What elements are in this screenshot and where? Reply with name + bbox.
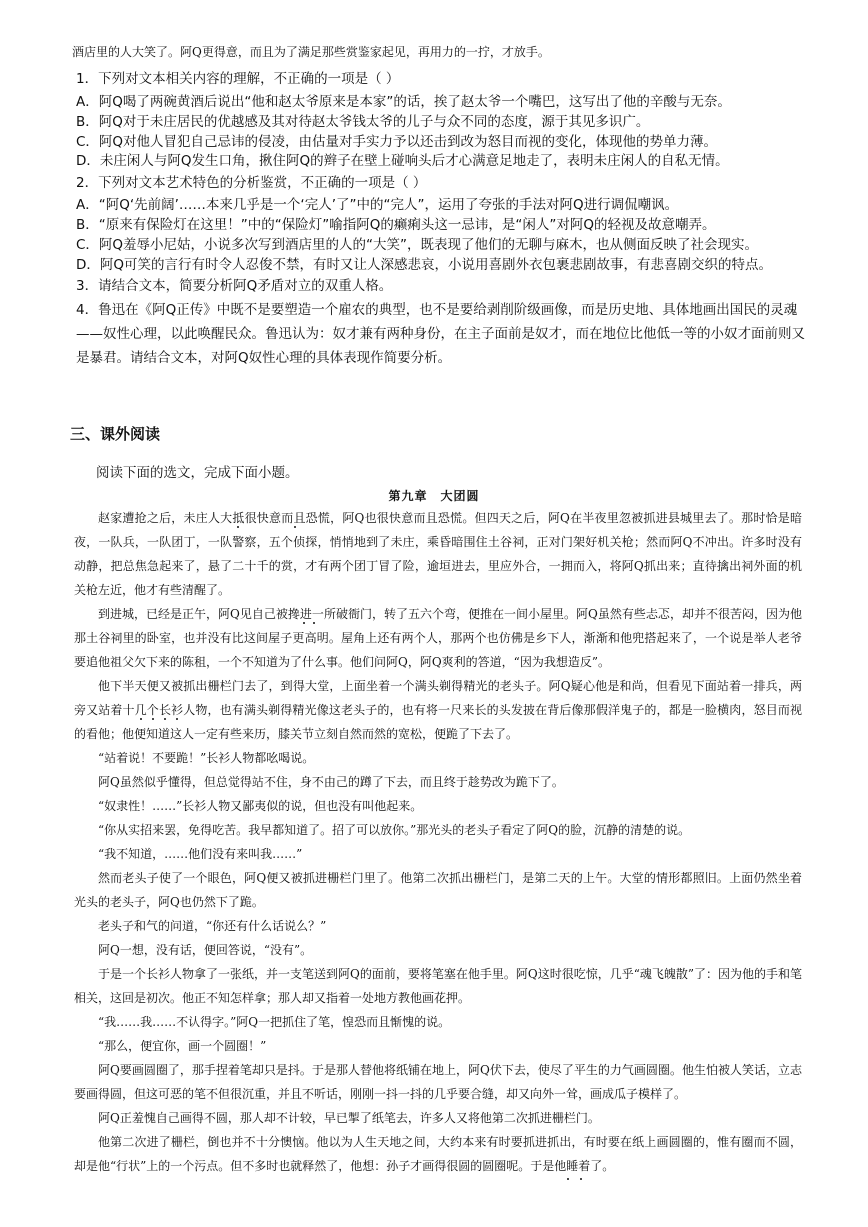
chapter-title: 第九章 大团圆 [388, 489, 480, 503]
paragraph: 赵家遭抢之后，未庄人大抵很快意而且恐慌，阿Q也很快意而且恐慌。但四天之后，阿Q在半夜里忽被抓进县城里去了。那时恰是暗夜，一队兵，一队团丁，一队警察，五个侦探，悄悄地到了未庄，乘昏暗围住土谷祠，正对门架好机关枪；然而阿Q不冲出。许多时没有动静，把总焦急起来了，悬了二十千的赏，才有两个团丁冒了险，逾垣进去，里应外合，一拥而入，将阿Q抓出来；直待擒出祠外面的机关枪左近，他才有些清醒了。 [74, 511, 802, 597]
emphasis-dot [237, 526, 239, 528]
reading-body [74, 506, 802, 1178]
emphasis-dot [303, 622, 305, 624]
paragraph: 于是一个长衫人物拿了一张纸，并一支笔送到阿Q的面前，要将笔塞在他手里。阿Q这时很吃惊，几乎“魂飞魄散”了：因为他的手和笔相关，这回是初次。他正不知怎样拿；那人却又指着一处地方教他画花押。 [74, 967, 802, 1005]
paragraph: 阿Q正羞愧自己画得不圆，那人却不计较，早已掣了纸笔去，许多人又将他第二次抓进栅栏门。 [98, 1111, 600, 1125]
question-1-option-d: D．未庄闲人与阿Q发生口角，揪住阿Q的辫子在壁上碰响头后才心满意足地走了，表明未庄闲人的自私无情。 [76, 153, 729, 169]
emphasis-dot [140, 718, 142, 720]
paragraph: 阿Q一想，没有话，便回答说，“没有”。 [98, 943, 313, 957]
emphasis-dot [294, 526, 296, 528]
emphasis-dot [313, 622, 315, 624]
emphasis-dot [152, 718, 154, 720]
top-line: 酒店里的人大笑了。阿Q更得意，而且为了满足那些赏鉴家起见，再用力的一拧，才放手。 [72, 45, 550, 59]
paragraph: “站着说！不要跪！”长衫人物都吆喝说。 [98, 751, 315, 765]
question-2-option-d: D．阿Q可笑的言行有时令人忍俊不禁，有时又让人深感悲哀，小说用喜剧外衣包裹悲剧故事，有悲喜剧交织的特点。 [76, 257, 773, 273]
question-1-stem: 1．下列对文本相关内容的理解，不正确的一项是（ ） [76, 71, 400, 87]
paragraph: “你从实招来罢，免得吃苦。我早都知道了。招了可以放你。”那光头的老头子看定了阿Q的脸，沉静的清楚的说。 [98, 823, 691, 837]
emphasis-dot [567, 1178, 569, 1180]
reading-intro: 阅读下面的选文，完成下面小题。 [96, 465, 299, 481]
paragraph: 他第二次进了栅栏，倒也并不十分懊恼。他以为人生天地之间，大约本来有时要抓进抓出，有时要在纸上画圆圈的，惟有圈而不圆，却是他“行状”上的一个污点。但不多时也就释然了，他想：孙子才画得很圆的圆圈呢。于是他睡着了。 [74, 1135, 802, 1173]
paragraph: 阿Q虽然似乎懂得，但总觉得站不住，身不由己的蹲了下去，而且终于趁势改为跪下了。 [98, 775, 564, 789]
emphasis-dot [580, 1178, 582, 1180]
question-1-option-b: B．阿Q对于未庄居民的优越感及其对待赵太爷钱太爷的儿子与众不同的态度，源于其见多识广。 [76, 114, 650, 130]
emphasis-dot [176, 718, 178, 720]
question-2-option-c: C．阿Q羞辱小尼姑，小说多次写到酒店里的人的“大笑”，既表现了他们的无聊与麻木，也从侧面反映了社会现实。 [76, 237, 759, 253]
paragraph: 老头子和气的问道，“你还有什么话说么？” [98, 919, 327, 933]
paragraph: 阿Q要画圆圈了，那手捏着笔却只是抖。于是那人替他将纸铺在地上，阿Q伏下去，使尽了平生的力气画圆圈。他生怕被人笑话，立志要画得圆，但这可恶的笔不但很沉重，并且不听话，刚刚一抖一抖的几乎要合缝，却又向外一耸，画成瓜子模样了。 [74, 1063, 802, 1101]
paragraph: “我不知道，……他们没有来叫我……” [98, 847, 303, 861]
question-4: 4．鲁迅在《阿Q正传》中既不是要塑造一个雇农的典型，也不是要给剥削阶级画像，而是历史地、具体地画出国民的灵魂——奴性心理，以此唤醒民众。鲁迅认为：奴才兼有两种身份，在主子面前是奴才，而在地位比他低一等的小奴才面前则又是暴君。请结合文本，对阿Q奴性心理的具体表现作简要分析。 [76, 302, 805, 366]
paragraph: 然而老头子使了一个眼色，阿Q便又被抓进栅栏门里了。他第二次抓出栅栏门，是第二天的上午。大堂的情形都照旧。上面仍然坐着光头的老头子，阿Q也仍然下了跪。 [74, 871, 802, 909]
question-1-option-c: C．阿Q对他人冒犯自己忌讳的侵凌，由估量对手实力予以还击到改为怒目而视的变化，体现他的势单力薄。 [76, 134, 718, 150]
question-2-option-a: A．“阿Q‘先前阔’……本来几乎是一个‘完人’了”中的“完人”，运用了夸张的手法对阿Q进行调侃嘲讽。 [76, 197, 679, 213]
paragraph: “我……我……不认得字。”阿Q一把抓住了笔，惶恐而且惭愧的说。 [98, 1015, 451, 1029]
question-2-stem: 2．下列对文本艺术特色的分析鉴赏，不正确的一项是（ ） [76, 175, 427, 191]
paragraph: 他下半天便又被抓出栅栏门去了，到得大堂，上面坐着一个满头剃得精光的老头子。阿Q疑心他是和尚，但看见下面站着一排兵，两旁又站着十几个长衫人物，也有满头剃得精光像这老头子的，也有将一尺来长的头发披在背后像那假洋鬼子的，都是一脸横肉，怒目而视的看他；他便知道这人一定有些来历，膝关节立刻自然而然的宽松，便跪了下去了。 [74, 679, 802, 741]
paragraph: “那么，便宜你，画一个圆圈！” [98, 1039, 267, 1053]
paragraph: 到进城，已经是正午，阿Q见自己被搀进一所破衙门，转了五六个弯，便推在一间小屋里。阿Q虽然有些忐忑，却并不很苦闷，因为他那土谷祠里的卧室，也并没有比这间屋子更高明。屋角上还有两个人，那两个也仿佛是乡下人，渐渐和他兜搭起来了，一个说是举人老爷要追他祖父欠下来的陈租，一个不知道为了什么事。他们问阿Q，阿Q爽利的答道，“因为我想造反”。 [74, 607, 802, 669]
question-2-option-b: B．“原来有保险灯在这里！”中的“保险灯”喻指阿Q的癞痢头这一忌讳，是“闲人”对阿Q的轻视及故意嘲弄。 [76, 217, 716, 233]
question-1-option-a: A．阿Q喝了两碗黄酒后说出“他和赵太爷原来是本家”的话，挨了赵太爷一个嘴巴，这写出了他的辛酸与无奈。 [76, 94, 731, 110]
question-3: 3．请结合文本，简要分析阿Q矛盾对立的双重人格。 [76, 278, 393, 294]
paragraph: “奴隶性！……”长衫人物又鄙夷似的说，但也没有叫他起来。 [98, 799, 423, 813]
emphasis-dot [164, 718, 166, 720]
section-title: 三、课外阅读 [70, 425, 161, 443]
